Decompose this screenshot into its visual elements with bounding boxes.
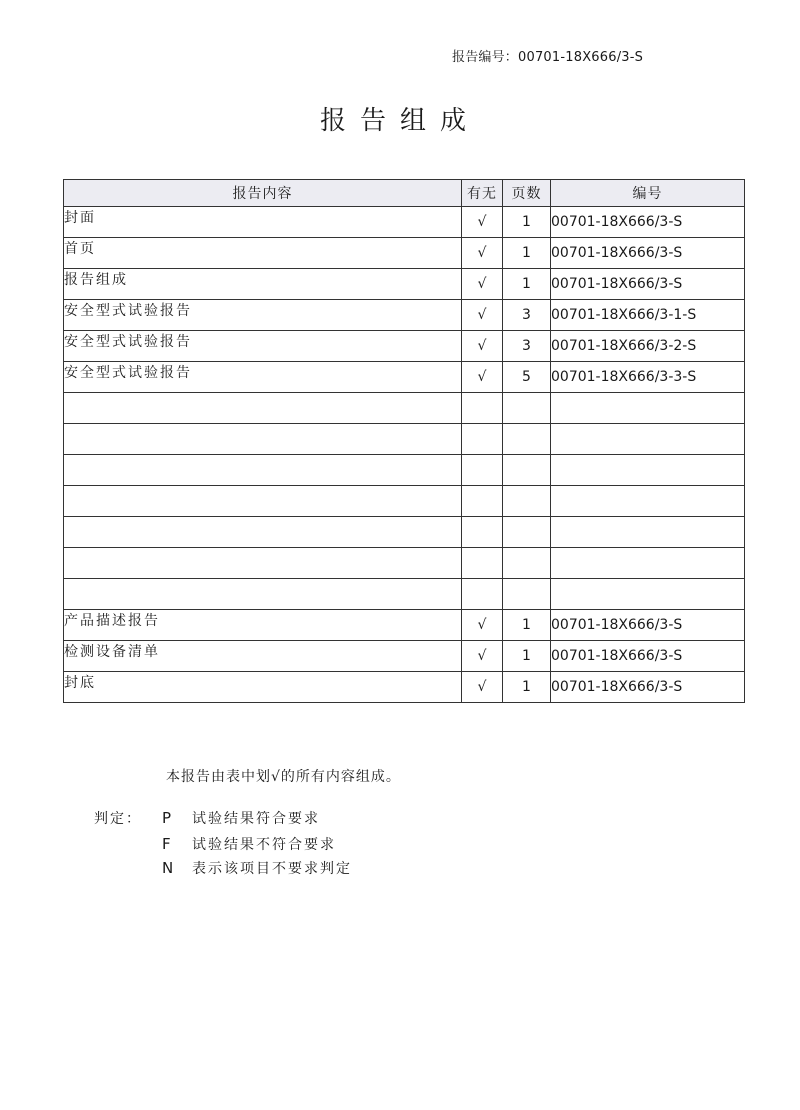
table-row	[64, 238, 745, 269]
cell-pages	[503, 548, 551, 579]
table-body	[64, 207, 745, 703]
cell-number: 00701-18X666/3-S	[551, 641, 745, 672]
cell-content: 安全型式试验报告	[64, 362, 462, 393]
cell-present	[462, 579, 503, 610]
cell-pages	[503, 579, 551, 610]
verdict-code: P	[162, 809, 172, 827]
table-row	[64, 362, 745, 393]
cell-present: √	[462, 300, 503, 331]
table-row	[64, 672, 745, 703]
verdict-code: N	[162, 859, 174, 877]
table-row	[64, 579, 745, 610]
cell-number: 00701-18X666/3-S	[551, 610, 745, 641]
cell-present	[462, 455, 503, 486]
table-row	[64, 455, 745, 486]
cell-pages: 1	[503, 610, 551, 641]
table-row	[64, 207, 745, 238]
cell-present	[462, 486, 503, 517]
cell-number	[551, 455, 745, 486]
cell-number: 00701-18X666/3-3-S	[551, 362, 745, 393]
cell-pages: 3	[503, 331, 551, 362]
cell-number: 00701-18X666/3-S	[551, 269, 745, 300]
cell-number	[551, 486, 745, 517]
cell-present	[462, 548, 503, 579]
cell-number: 00701-18X666/3-S	[551, 672, 745, 703]
cell-present: √	[462, 269, 503, 300]
cell-number: 00701-18X666/3-S	[551, 207, 745, 238]
cell-present	[462, 424, 503, 455]
contents-table	[63, 179, 745, 703]
cell-present	[462, 517, 503, 548]
cell-present	[462, 393, 503, 424]
table-row	[64, 269, 745, 300]
cell-content	[64, 393, 462, 424]
header-number: 编号	[551, 180, 745, 207]
header-present: 有无	[462, 180, 503, 207]
cell-present: √	[462, 238, 503, 269]
cell-pages: 1	[503, 207, 551, 238]
verdict-desc: 试验结果不符合要求	[192, 837, 336, 853]
cell-number	[551, 517, 745, 548]
page-title: 报告组成	[319, 106, 480, 136]
cell-number: 00701-18X666/3-S	[551, 238, 745, 269]
cell-content	[64, 517, 462, 548]
cell-number	[551, 393, 745, 424]
cell-pages: 5	[503, 362, 551, 393]
table-row	[64, 610, 745, 641]
cell-present: √	[462, 610, 503, 641]
cell-number: 00701-18X666/3-1-S	[551, 300, 745, 331]
cell-content: 封面	[64, 207, 462, 238]
cell-number	[551, 424, 745, 455]
verdict-label: 判定：	[94, 811, 142, 827]
cell-present: √	[462, 362, 503, 393]
cell-content: 产品描述报告	[64, 610, 462, 641]
cell-present: √	[462, 641, 503, 672]
table-row	[64, 641, 745, 672]
table-row	[64, 486, 745, 517]
cell-number: 00701-18X666/3-2-S	[551, 331, 745, 362]
verdict-item-n	[162, 858, 352, 878]
cell-present: √	[462, 331, 503, 362]
table-row	[64, 393, 745, 424]
cell-pages	[503, 517, 551, 548]
cell-content	[64, 548, 462, 579]
table-row	[64, 424, 745, 455]
cell-content: 封底	[64, 672, 462, 703]
cell-content	[64, 579, 462, 610]
cell-pages: 1	[503, 641, 551, 672]
verdict-desc: 表示该项目不要求判定	[192, 861, 352, 877]
table-row	[64, 548, 745, 579]
verdict-desc: 试验结果符合要求	[192, 811, 320, 827]
cell-present: √	[462, 207, 503, 238]
cell-pages	[503, 393, 551, 424]
cell-pages: 1	[503, 238, 551, 269]
verdict-code: F	[162, 835, 171, 853]
cell-content: 安全型式试验报告	[64, 300, 462, 331]
table-row	[64, 300, 745, 331]
cell-number	[551, 579, 745, 610]
cell-content: 安全型式试验报告	[64, 331, 462, 362]
cell-pages: 1	[503, 672, 551, 703]
cell-content	[64, 455, 462, 486]
header-pages: 页数	[503, 180, 551, 207]
report-number: 报告编号：00701-18X666/3-S	[452, 50, 644, 65]
cell-pages	[503, 424, 551, 455]
cell-content: 报告组成	[64, 269, 462, 300]
cell-present: √	[462, 672, 503, 703]
table-row	[64, 331, 745, 362]
cell-pages	[503, 486, 551, 517]
cell-content	[64, 424, 462, 455]
cell-content	[64, 486, 462, 517]
table-row	[64, 517, 745, 548]
cell-pages: 3	[503, 300, 551, 331]
table-header-row	[64, 180, 745, 207]
cell-pages	[503, 455, 551, 486]
header-content: 报告内容	[64, 180, 462, 207]
cell-number	[551, 548, 745, 579]
cell-pages: 1	[503, 269, 551, 300]
composition-note: 本报告由表中划√的所有内容组成。	[166, 769, 401, 785]
cell-content: 检测设备清单	[64, 641, 462, 672]
cell-content: 首页	[64, 238, 462, 269]
verdict-item-p	[162, 808, 320, 828]
verdict-item-f	[162, 834, 336, 854]
